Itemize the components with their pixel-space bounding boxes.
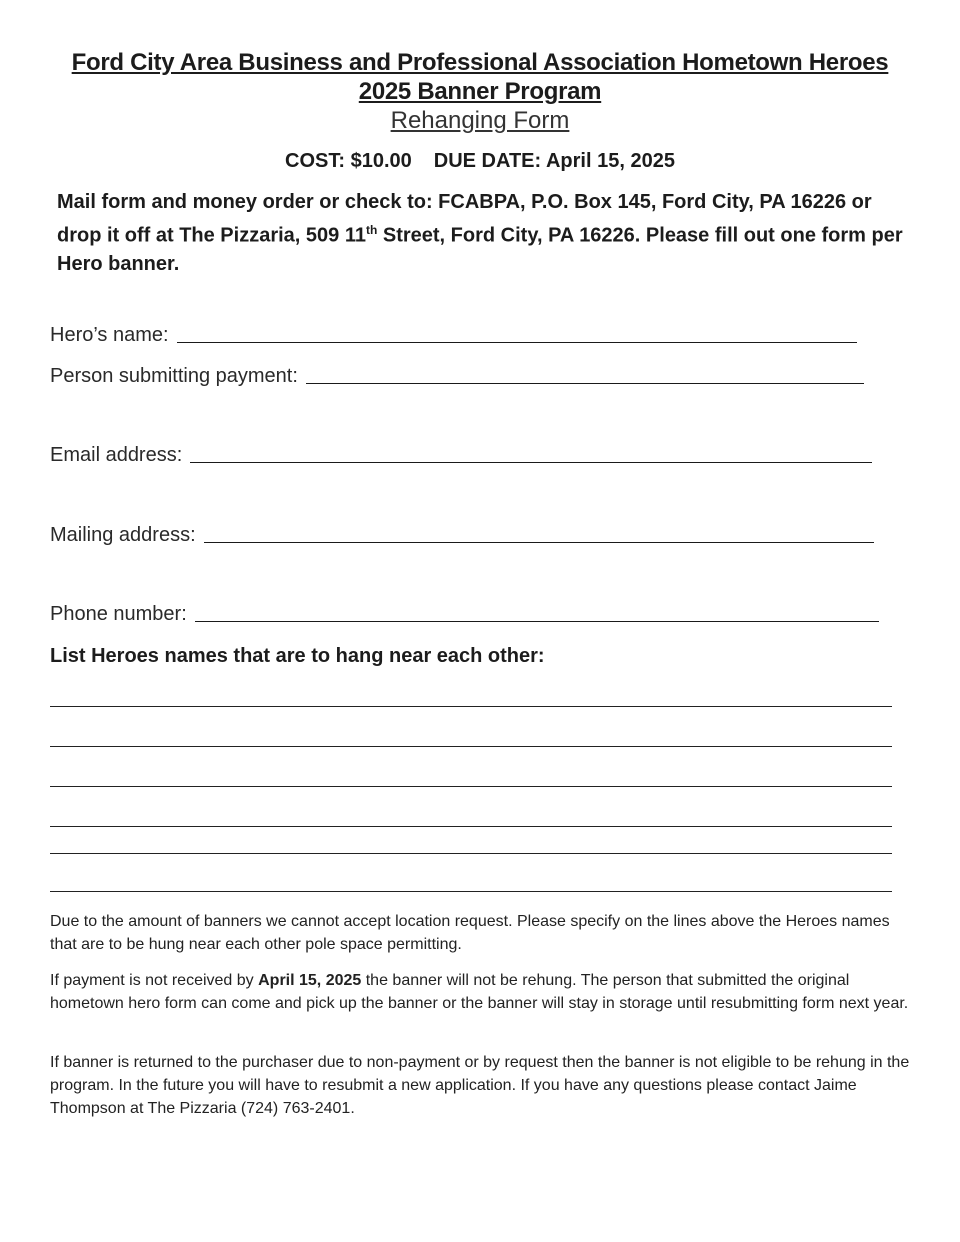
- hero-name-field: [50, 324, 857, 347]
- hero-list-line-6[interactable]: [50, 891, 892, 892]
- person-submitting-field: [50, 365, 864, 388]
- email-input-line[interactable]: [190, 461, 872, 463]
- note-payment-deadline: [50, 969, 910, 1015]
- cost-due-line: [0, 150, 960, 173]
- phone-field: [50, 603, 879, 626]
- mail-superscript: th: [365, 223, 378, 237]
- note2-deadline: April 15, 2025: [258, 972, 362, 989]
- person-submitting-input-line[interactable]: [306, 382, 864, 384]
- program-title: 2025 Banner Program: [358, 78, 602, 105]
- mailing-address-label: Mailing address:: [50, 524, 196, 546]
- note-location-request: Due to the amount of banners we cannot accept location request. Please specify on the lines above the Heroes names that are to be hung near each other pole space permitting.: [50, 913, 890, 953]
- list-heading: List Heroes names that are to hang near each other:: [50, 645, 545, 667]
- due-date-text: DUE DATE: April 15, 2025: [433, 150, 675, 172]
- hero-list-line-2[interactable]: [50, 746, 892, 747]
- hero-list-line-4[interactable]: [50, 826, 892, 827]
- mail-text-part1: Mail form and money order or check to: FCABPA, P.O. Box 145, Ford City, PA 16226 or drop it off at The Pizzaria, 509 11: [57, 191, 872, 247]
- hero-list-line-5[interactable]: [50, 853, 892, 854]
- person-submitting-label: Person submitting payment:: [50, 365, 298, 387]
- hero-list-line-1[interactable]: [50, 706, 892, 707]
- form-header: [0, 48, 960, 135]
- mailing-address-input-line[interactable]: [204, 541, 874, 543]
- form-subtitle: Rehanging Form: [390, 107, 570, 134]
- mail-text-part2: Street, Ford City, PA 16226. Please fill out one form per Hero banner.: [57, 224, 903, 275]
- email-label: Email address:: [50, 444, 183, 466]
- email-field: [50, 444, 872, 467]
- mail-instructions: [57, 188, 907, 278]
- form-title: Ford City Area Business and Professional Association Hometown Heroes: [71, 49, 889, 76]
- mailing-address-field: [50, 524, 874, 547]
- note-returned-banner: If banner is returned to the purchaser due to non-payment or by request then the banner is not eligible to be rehung in the program. In the future you will have to resubmit a new application. If you have any questions please contact Jaime Thompson at The Pizzaria (724) 763-2401.: [50, 1054, 910, 1117]
- cost-text: COST: $10.00: [285, 150, 412, 172]
- note2-text-post: the banner will not be rehung. The person that submitted the original hometown hero form can come and pick up the banner or the banner will stay in storage until resubmitting form next year.: [50, 972, 909, 1012]
- phone-input-line[interactable]: [195, 620, 879, 622]
- hero-name-input-line[interactable]: [177, 341, 857, 343]
- hero-list-line-3[interactable]: [50, 786, 892, 787]
- phone-label: Phone number:: [50, 603, 187, 625]
- hero-name-label: Hero’s name:: [50, 324, 169, 346]
- note2-text-pre: If payment is not received by: [50, 972, 259, 989]
